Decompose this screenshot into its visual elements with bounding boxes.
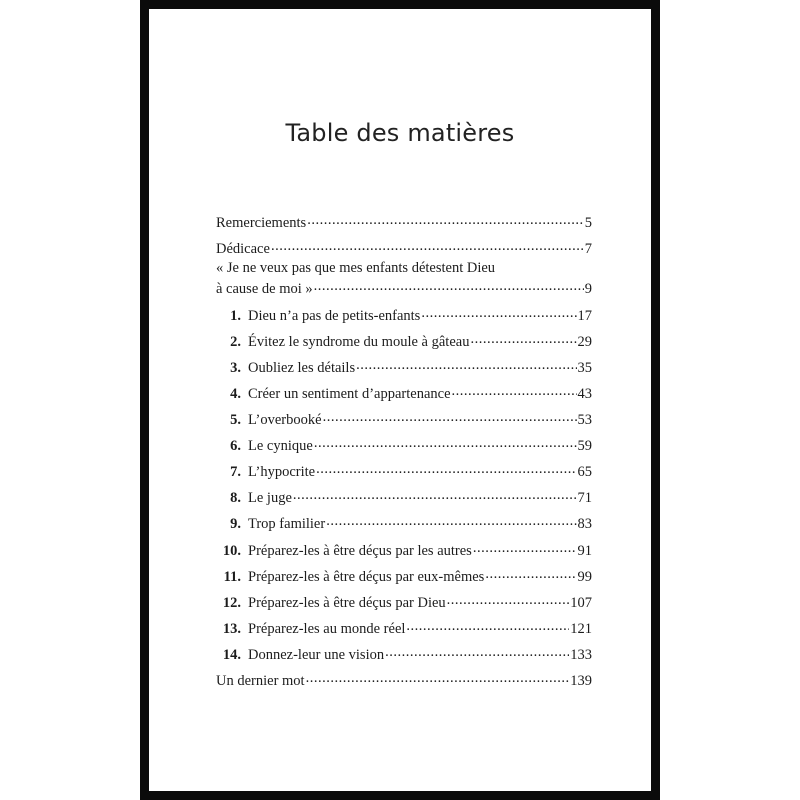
toc-entry-page: 17 (577, 307, 592, 324)
toc-chapter-10 (216, 540, 592, 560)
toc-chapter-9 (216, 513, 592, 533)
chapter-number: 2. (230, 333, 241, 350)
dot-leader (470, 331, 576, 346)
toc-entry-intro (216, 278, 592, 298)
book-page (149, 9, 651, 791)
toc-entry-page: 99 (577, 568, 592, 585)
toc-entry-page: 59 (577, 437, 592, 454)
toc-entry-page: 65 (577, 463, 592, 480)
toc-entry-page: 107 (570, 594, 592, 611)
toc-entry-label: Préparez-les à être déçus par les autres (248, 542, 472, 559)
toc-entry-label: L’overbooké (248, 411, 322, 428)
toc-chapter-3 (216, 357, 592, 377)
toc-entry-label: Évitez le syndrome du moule à gâteau (248, 333, 470, 350)
page-title: Table des matières (285, 119, 515, 147)
dot-leader (293, 487, 577, 502)
toc-chapter-2 (216, 331, 592, 351)
toc-entry-page: 91 (577, 542, 592, 559)
chapter-number: 9. (230, 515, 241, 532)
dot-leader (307, 212, 584, 227)
dot-leader (323, 409, 577, 424)
dot-leader (356, 357, 576, 372)
toc-chapter-1 (216, 305, 592, 325)
toc-entry-label: Préparez-les à être déçus par Dieu (248, 594, 446, 611)
toc-entry-remerciements (216, 212, 592, 232)
toc-chapter-7 (216, 461, 592, 481)
dot-leader (485, 566, 576, 581)
toc-chapter-5 (216, 409, 592, 429)
toc-entry-page: 71 (577, 489, 592, 506)
toc-chapter-13 (216, 618, 592, 638)
chapter-number: 11. (223, 568, 241, 585)
toc-entry-page: 43 (577, 385, 592, 402)
toc-entry-label: Dédicace (216, 240, 270, 257)
toc-entry-label: Remerciements (216, 214, 307, 231)
dot-leader (314, 435, 577, 450)
toc-entry-label: L’hypocrite (248, 463, 316, 480)
chapter-number: 14. (222, 646, 241, 663)
toc-chapter-4 (216, 383, 592, 403)
dot-leader (421, 305, 576, 320)
dot-leader (447, 592, 570, 607)
page-border (140, 0, 660, 800)
chapter-number: 8. (230, 489, 241, 506)
toc-entry-page: 121 (570, 620, 592, 637)
toc-entry-dedicace (216, 238, 592, 258)
dot-leader (314, 278, 584, 293)
toc-entry-intro-line1: « Je ne veux pas que mes enfants détestent Dieu (216, 260, 496, 276)
toc-entry-page: 139 (570, 672, 592, 689)
toc-entry-label: Oubliez les détails (248, 359, 356, 376)
toc-chapter-11 (216, 566, 592, 586)
chapter-number: 10. (222, 542, 241, 559)
toc-entry-label: Un dernier mot (216, 672, 305, 689)
chapter-number: 5. (230, 411, 241, 428)
chapter-number: 13. (222, 620, 241, 637)
dot-leader (385, 644, 569, 659)
toc-entry-page: 53 (577, 411, 592, 428)
toc-entry-label: Trop familier (248, 515, 326, 532)
toc-chapter-6 (216, 435, 592, 455)
dot-leader (326, 513, 576, 528)
dot-leader (316, 461, 576, 476)
chapter-number: 7. (230, 463, 241, 480)
chapter-number: 6. (230, 437, 241, 454)
toc-entry-page: 133 (570, 646, 592, 663)
toc-chapter-14 (216, 644, 592, 664)
toc-entry-un-dernier-mot (216, 670, 592, 690)
dot-leader (406, 618, 569, 633)
toc-chapter-12 (216, 592, 592, 612)
dot-leader (473, 540, 577, 555)
dot-leader (306, 670, 570, 685)
toc-entry-page: 29 (577, 333, 592, 350)
toc-entry-page: 35 (577, 359, 592, 376)
toc-entry-label: à cause de moi » (216, 280, 313, 297)
dot-leader (271, 238, 584, 253)
toc-entry-page: 83 (577, 515, 592, 532)
chapter-number: 1. (230, 307, 241, 324)
chapter-number: 3. (230, 359, 241, 376)
chapter-number: 4. (230, 385, 241, 402)
toc-entry-page: 9 (584, 280, 592, 297)
toc-chapter-8 (216, 487, 592, 507)
chapter-number: 12. (222, 594, 241, 611)
toc-entry-label: Préparez-les à être déçus par eux-mêmes (248, 568, 485, 585)
toc-entry-label: Le juge (248, 489, 292, 506)
toc-entry-page: 7 (584, 240, 592, 257)
toc-entry-label: Le cynique (248, 437, 313, 454)
toc-entry-label: Créer un sentiment d’appartenance (248, 385, 451, 402)
toc-entry-label: Préparez-les au monde réel (248, 620, 406, 637)
toc-entry-label: Dieu n’a pas de petits-enfants (248, 307, 421, 324)
dot-leader (452, 383, 577, 398)
toc-entry-page: 5 (584, 214, 592, 231)
toc-entry-label: Donnez-leur une vision (248, 646, 385, 663)
